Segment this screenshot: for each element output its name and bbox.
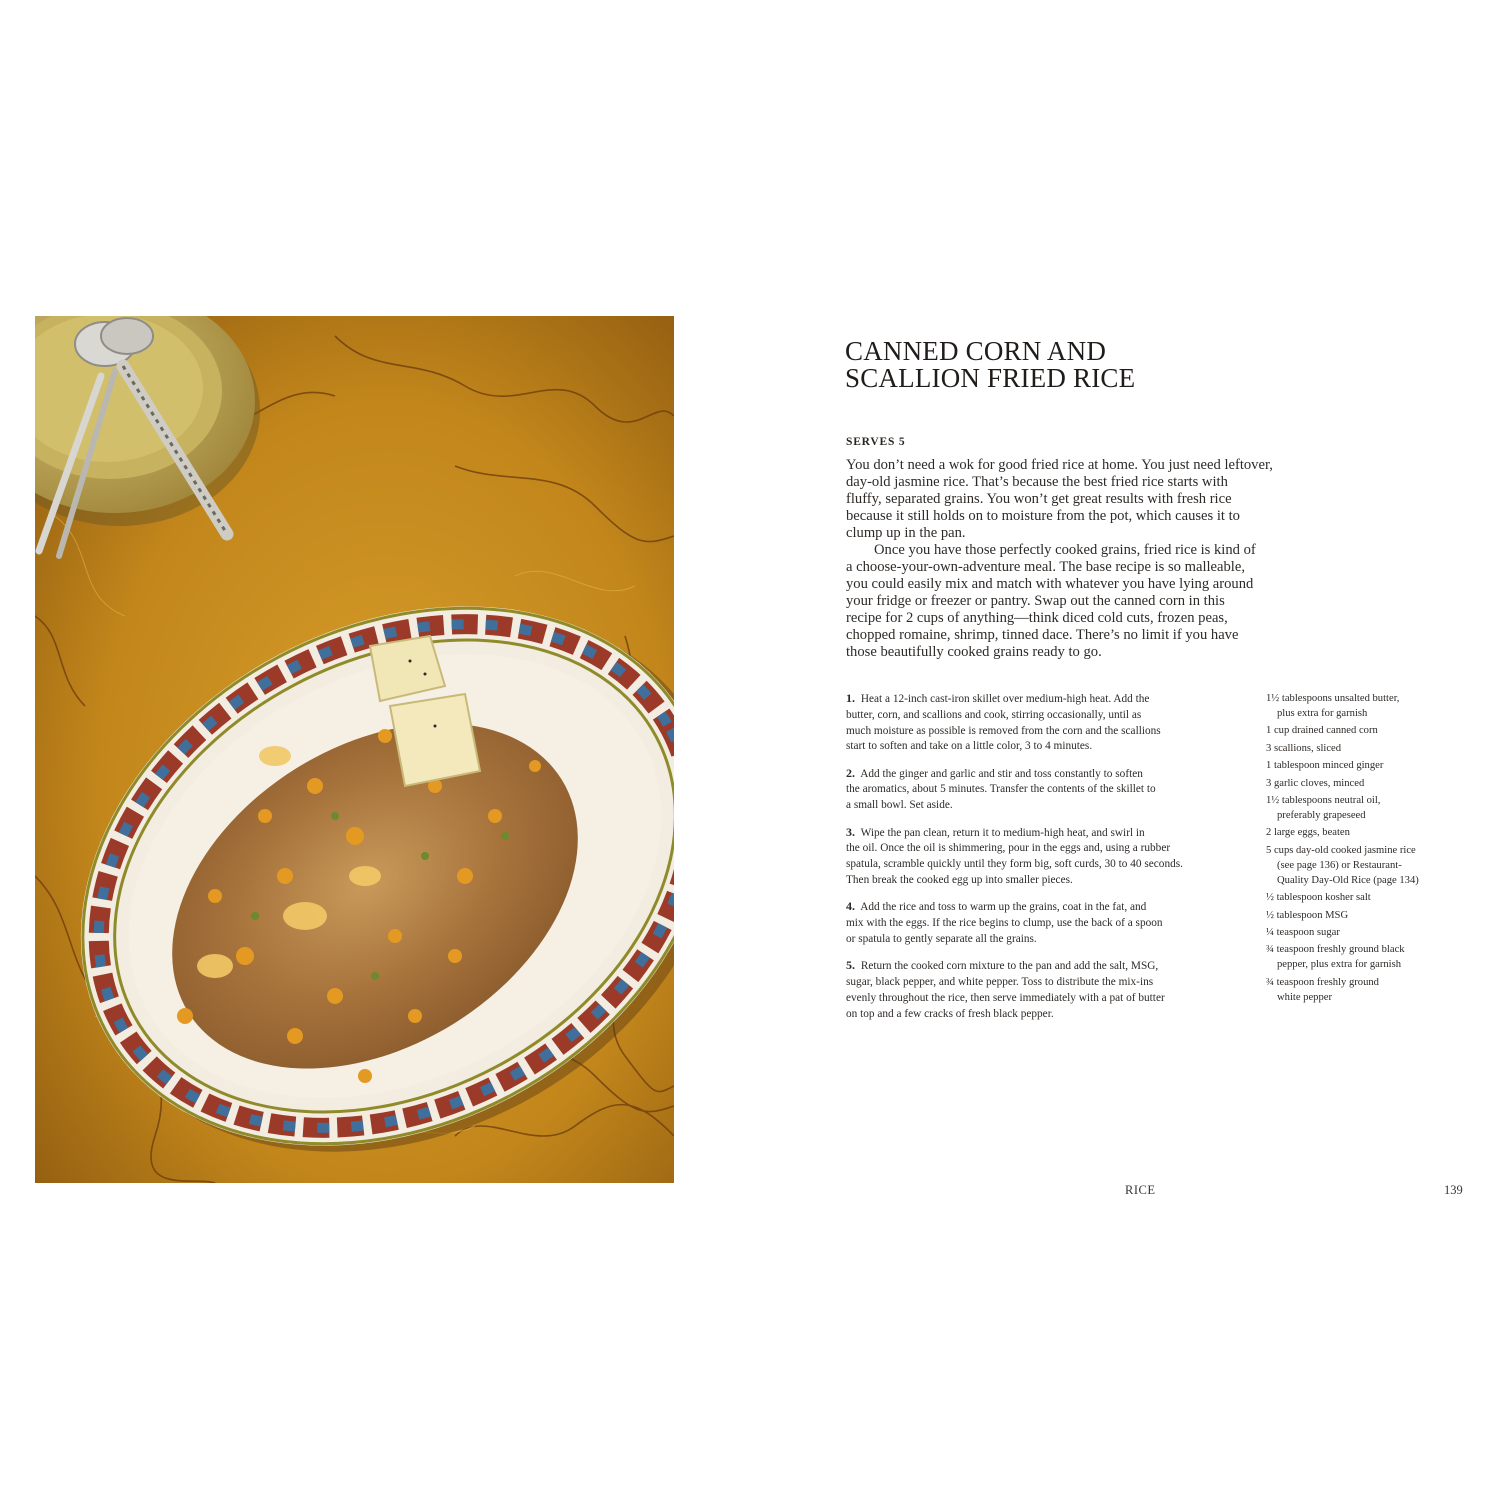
ingredient-line: 3 scallions, sliced (1266, 742, 1342, 754)
intro-line: Once you have those perfectly cooked grains, fried rice is kind of (874, 542, 1256, 558)
ingredient (1266, 925, 1471, 940)
step-line: a small bowl. Set aside. (846, 799, 953, 812)
ingredient-line: 2 large eggs, beaten (1266, 827, 1350, 839)
step-number: 4. (846, 899, 855, 914)
intro-paragraph (846, 542, 1316, 661)
ingredient (1266, 843, 1471, 888)
ingredient-line: 1 cup drained canned corn (1266, 725, 1378, 737)
intro-line: chopped romaine, shrimp, tinned dace. There’s no limit if you have (846, 627, 1239, 643)
step-line: the aromatics, about 5 minutes. Transfer the contents of the skillet to (846, 783, 1156, 796)
ingredient-list (1266, 691, 1471, 1007)
step-number: 3. (846, 824, 855, 839)
step-line: or spatula to gently separate all the grains. (846, 932, 1037, 945)
step-line: spatula, scramble quickly until they form big, soft curds, 30 to 40 seconds. (846, 858, 1183, 871)
ingredient (1266, 890, 1471, 905)
step-line: on top and a few cracks of fresh black pepper. (846, 1007, 1054, 1020)
ingredient-line: Quality Day-Old Rice (page 134) (1277, 874, 1419, 886)
step-text: Return the cooked corn mixture to the pan and add the salt, MSG, (860, 960, 1159, 973)
intro-line: your fridge or freezer or pantry. Swap out the canned corn in this (846, 593, 1225, 609)
step (846, 825, 1241, 889)
intro-line: day-old jasmine rice. That’s because the best fried rice starts with (846, 474, 1228, 490)
step-number: 2. (846, 765, 855, 780)
step-line: start to soften and take on a little color, 3 to 4 minutes. (846, 740, 1093, 753)
ingredient (1266, 758, 1471, 773)
step-text: Wipe the pan clean, return it to medium-high heat, and swirl in (860, 826, 1145, 839)
intro-line: you could easily mix and match with whatever you have lying around (846, 576, 1254, 592)
ingredient-line: 3 garlic cloves, minced (1266, 777, 1365, 789)
intro-line: fluffy, separated grains. You won’t get great results with fresh rice (846, 491, 1232, 507)
ingredient (1266, 741, 1471, 756)
step (846, 766, 1241, 814)
ingredient (1266, 825, 1471, 840)
ingredient (1266, 942, 1471, 972)
step-line: mix with the eggs. If the rice begins to clump, use the back of a spoon (846, 917, 1163, 930)
ingredient-line: ½ tablespoon kosher salt (1266, 892, 1371, 904)
step-line (846, 766, 1241, 783)
step-text: Add the ginger and garlic and stir and toss constantly to soften (860, 767, 1143, 780)
step-text: Add the rice and toss to warm up the grains, coat in the fat, and (860, 901, 1147, 914)
ingredient-line: pepper, plus extra for garnish (1277, 959, 1402, 971)
ingredient-line: preferably grapeseed (1277, 809, 1366, 821)
step-line (846, 899, 1241, 916)
ingredient-line: ¾ teaspoon freshly ground black (1266, 944, 1405, 956)
title-line: CANNED CORN AND (845, 336, 1107, 366)
serves-label: SERVES 5 (846, 436, 906, 448)
ingredient-line: 1 tablespoon minced ginger (1266, 760, 1384, 772)
ingredient-line: 5 cups day-old cooked jasmine rice (1266, 844, 1416, 856)
recipe-title (845, 338, 1135, 392)
intro-line: a choose-your-own-adventure meal. The base recipe is so malleable, (846, 559, 1245, 575)
step-line: butter, corn, and scallions and cook, stirring occasionally, until as (846, 708, 1142, 721)
ingredient (1266, 908, 1471, 923)
ingredient-line: (see page 136) or Restaurant- (1277, 859, 1402, 871)
ingredient (1266, 793, 1471, 823)
step-number: 5. (846, 958, 855, 973)
step-line: the oil. Once the oil is shimmering, pour in the eggs and, using a rubber (846, 842, 1171, 855)
step-number: 1. (846, 691, 855, 705)
ingredient-line: ¼ teaspoon sugar (1266, 926, 1340, 938)
intro-paragraph (846, 457, 1316, 542)
ingredient-line: ½ tablespoon MSG (1266, 909, 1349, 921)
page-number: 139 (1444, 1183, 1463, 1197)
step (846, 691, 1241, 755)
step (846, 899, 1241, 947)
intro-line: clump up in the pan. (846, 525, 966, 541)
step-line (846, 691, 1241, 708)
step-text: Heat a 12-inch cast-iron skillet over medium-high heat. Add the (860, 693, 1150, 705)
step-line (846, 825, 1241, 842)
step-line (846, 958, 1241, 975)
title-line: SCALLION FRIED RICE (845, 363, 1136, 393)
ingredient-line: white pepper (1277, 991, 1333, 1003)
ingredient-line: plus extra for garnish (1277, 708, 1368, 719)
ingredient (1266, 776, 1471, 791)
running-footer-section: RICE (1125, 1183, 1156, 1197)
step (846, 958, 1241, 1022)
intro-line: recipe for 2 cups of anything—think diced cold cuts, frozen peas, (846, 610, 1228, 626)
ingredient-line: 1½ tablespoons unsalted butter, (1266, 693, 1400, 704)
intro-text (846, 457, 1316, 661)
method-steps (846, 691, 1241, 1033)
ingredient-line: 1½ tablespoons neutral oil, (1266, 794, 1381, 806)
ingredient (1266, 975, 1471, 1005)
intro-line: because it still holds on to moisture from the pot, which causes it to (846, 508, 1240, 524)
ingredient-line: ¾ teaspoon freshly ground (1266, 976, 1379, 988)
step-line: much moisture as possible is removed from the corn and the scallions (846, 724, 1161, 737)
ingredient (1266, 691, 1471, 721)
ingredient (1266, 723, 1471, 738)
intro-line: those beautifully cooked grains ready to go. (846, 644, 1102, 660)
step-line: sugar, black pepper, and white pepper. Toss to distribute the mix-ins (846, 975, 1154, 988)
step-line: evenly throughout the rice, then serve immediately with a pat of butter (846, 991, 1165, 1004)
step-line: Then break the cooked egg up into smaller pieces. (846, 873, 1073, 886)
fried-rice-photo (35, 316, 674, 1183)
intro-line: You don’t need a wok for good fried rice at home. You just need leftover, (846, 457, 1273, 473)
